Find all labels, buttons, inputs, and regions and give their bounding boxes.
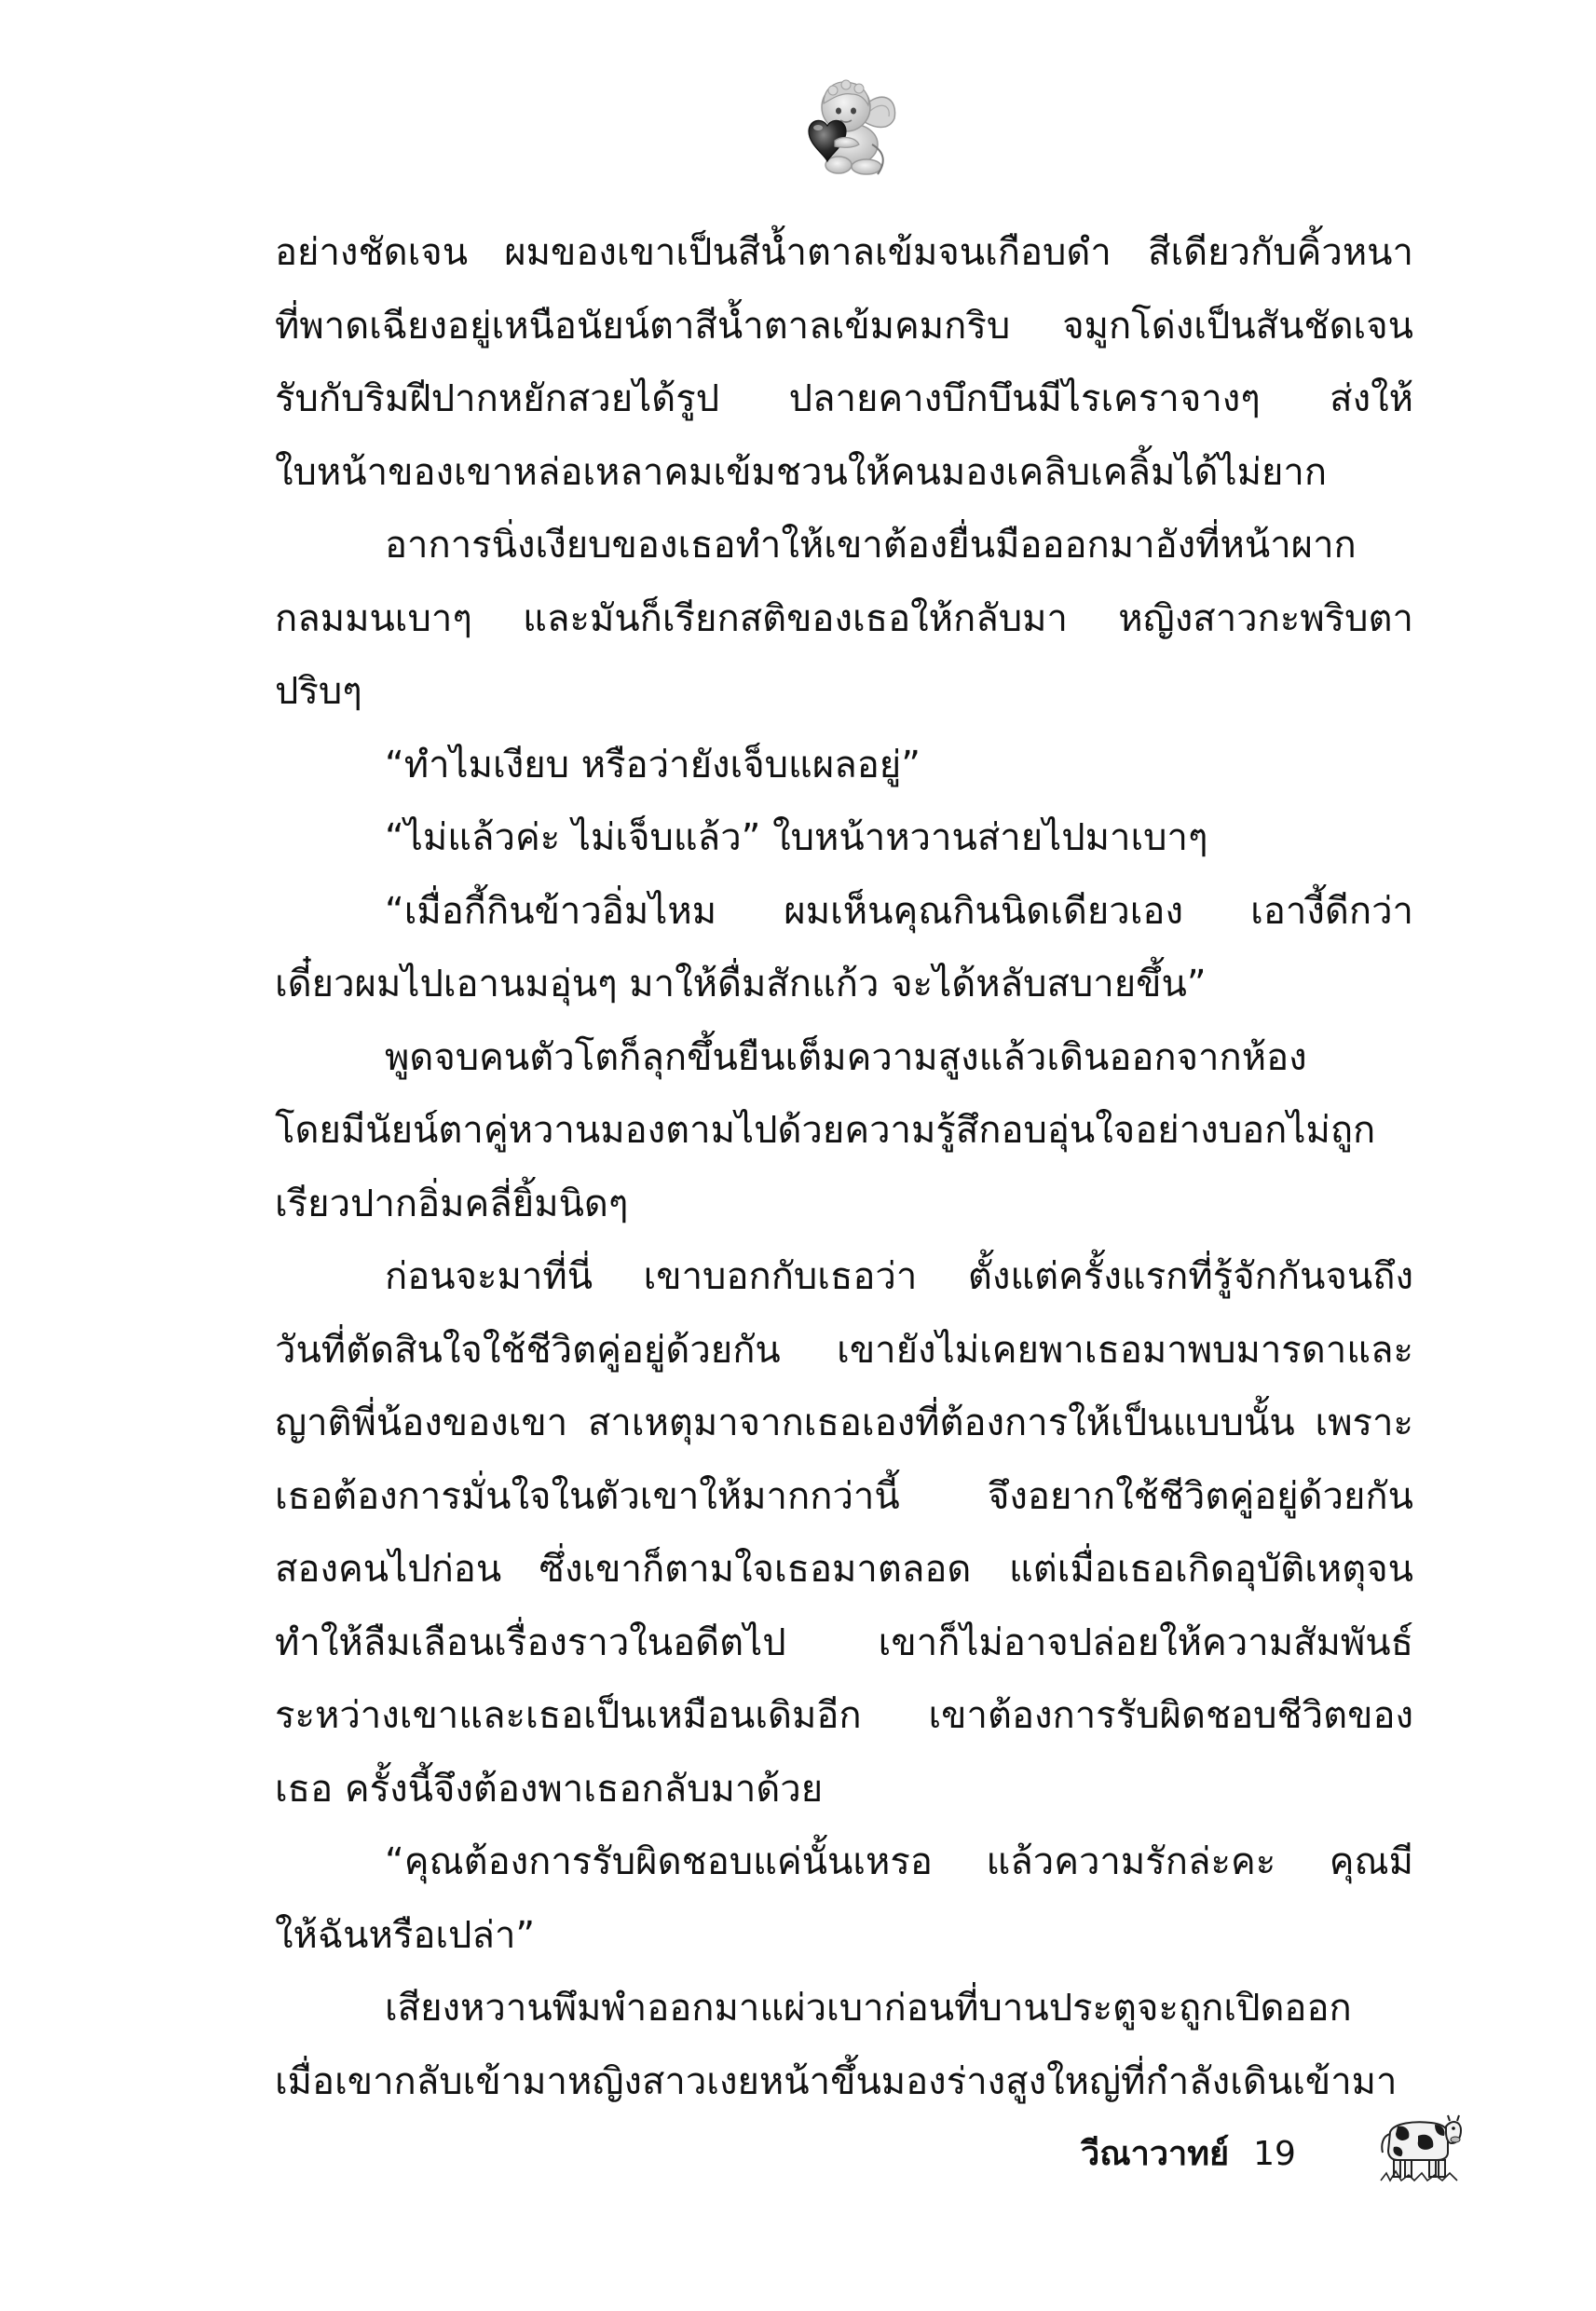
text-line: สองคนไปก่อน ซึ่งเขาก็ตามใจเธอมาตลอด แต่เมื่อเธอเกิดอุบัติเหตุจน [275, 1548, 1413, 1591]
paragraph-first-line: พูดจบคนตัวโตก็ลุกขึ้นยืนเต็มความสูงแล้วเดินออกจากห้อง [385, 1035, 1307, 1079]
text-line: ใบหน้าของเขาหล่อเหลาคมเข้มชวนให้คนมองเคลิบเคลิ้มได้ไม่ยาก [275, 450, 1328, 494]
dialogue-line: “ไม่แล้วค่ะ ไม่เจ็บแล้ว” ใบหน้าหวานส่ายไปมาเบาๆ [385, 816, 1208, 859]
text-line: ปริบๆ [275, 670, 362, 713]
paragraph-first-line: อาการนิ่งเงียบของเธอทำให้เขาต้องยื่นมือออกมาอังที่หน้าผาก [385, 524, 1357, 567]
text-line: ที่พาดเฉียงอยู่เหนือนัยน์ตาสีน้ำตาลเข้มคมกริบ จมูกโด่งเป็นสันชัดเจน [275, 304, 1413, 348]
text-line: อย่างชัดเจน ผมของเขาเป็นสีน้ำตาลเข้มจนเกือบดำ สีเดียวกับคิ้วหนา [275, 231, 1413, 274]
paragraph-first-line: ก่อนจะมาที่นี่ เขาบอกกับเธอว่า ตั้งแต่ครั้งแรกที่รู้จักกันจนถึง [385, 1255, 1413, 1298]
text-line: เธอ ครั้งนี้จึงต้องพาเธอกลับมาด้วย [275, 1767, 824, 1811]
text-line: กลมมนเบาๆ และมันก็เรียกสติของเธอให้กลับมา หญิงสาวกะพริบตา [275, 596, 1413, 640]
text-line: เมื่อเขากลับเข้ามาหญิงสาวเงยหน้าขึ้นมองร่างสูงใหญ่ที่กำลังเดินเข้ามา [275, 2059, 1398, 2103]
text-line: วันที่ตัดสินใจใช้ชีวิตคู่อยู่ด้วยกัน เขายังไม่เคยพาเธอมาพบมารดาและ [275, 1328, 1413, 1372]
text-line: ญาติพี่น้องของเขา สาเหตุมาจากเธอเองที่ต้องการให้เป็นแบบนั้น เพราะ [275, 1402, 1413, 1444]
page-footer [1081, 2126, 1296, 2182]
dialogue-line: “ทำไมเงียบ หรือว่ายังเจ็บแผลอยู่” [385, 743, 921, 786]
dialogue-line: “เมื่อกี้กินข้าวอิ่มไหม ผมเห็นคุณกินนิดเดียวเอง เอางี้ดีกว่า [385, 889, 1413, 933]
dialogue-line: “คุณต้องการรับผิดชอบแค่นั้นเหรอ แล้วความรักล่ะคะ คุณมี [385, 1840, 1413, 1883]
cupid-heart-icon [781, 70, 902, 180]
text-line: ทำให้ลืมเลือนเรื่องราวในอดีตไป เขาก็ไม่อาจปล่อยให้ความสัมพันธ์ [275, 1620, 1413, 1664]
text-line: ระหว่างเขาและเธอเป็นเหมือนเดิมอีก เขาต้องการรับผิดชอบชีวิตของ [275, 1694, 1413, 1737]
text-line: ให้ฉันหรือเปล่า” [275, 1913, 536, 1957]
text-line: เดี๋ยวผมไปเอานมอุ่นๆ มาให้ดื่มสักแก้ว จะได้หลับสบายขึ้น” [275, 963, 1207, 1005]
body-text [275, 216, 1413, 2118]
paragraph-first-line: เสียงหวานพึมพำออกมาแผ่วเบาก่อนที่บานประตูจะถูกเปิดออก [385, 1987, 1352, 2030]
book-title: วีณาวาทย์ [1081, 2135, 1230, 2173]
text-line: เรียวปากอิ่มคลี่ยิ้มนิดๆ [275, 1182, 629, 1225]
text-line: รับกับริมฝีปากหยักสวยได้รูป ปลายคางบึกบึนมีไรเคราจางๆ ส่งให้ [275, 377, 1413, 420]
cow-icon [1377, 2108, 1463, 2184]
text-line: เธอต้องการมั่นใจในตัวเขาให้มากกว่านี้ จึงอยากใช้ชีวิตคู่อยู่ด้วยกัน [275, 1474, 1413, 1518]
page-number: 19 [1253, 2135, 1296, 2173]
text-line: โดยมีนัยน์ตาคู่หวานมองตามไปด้วยความรู้สึกอบอุ่นใจอย่างบอกไม่ถูก [275, 1109, 1376, 1152]
